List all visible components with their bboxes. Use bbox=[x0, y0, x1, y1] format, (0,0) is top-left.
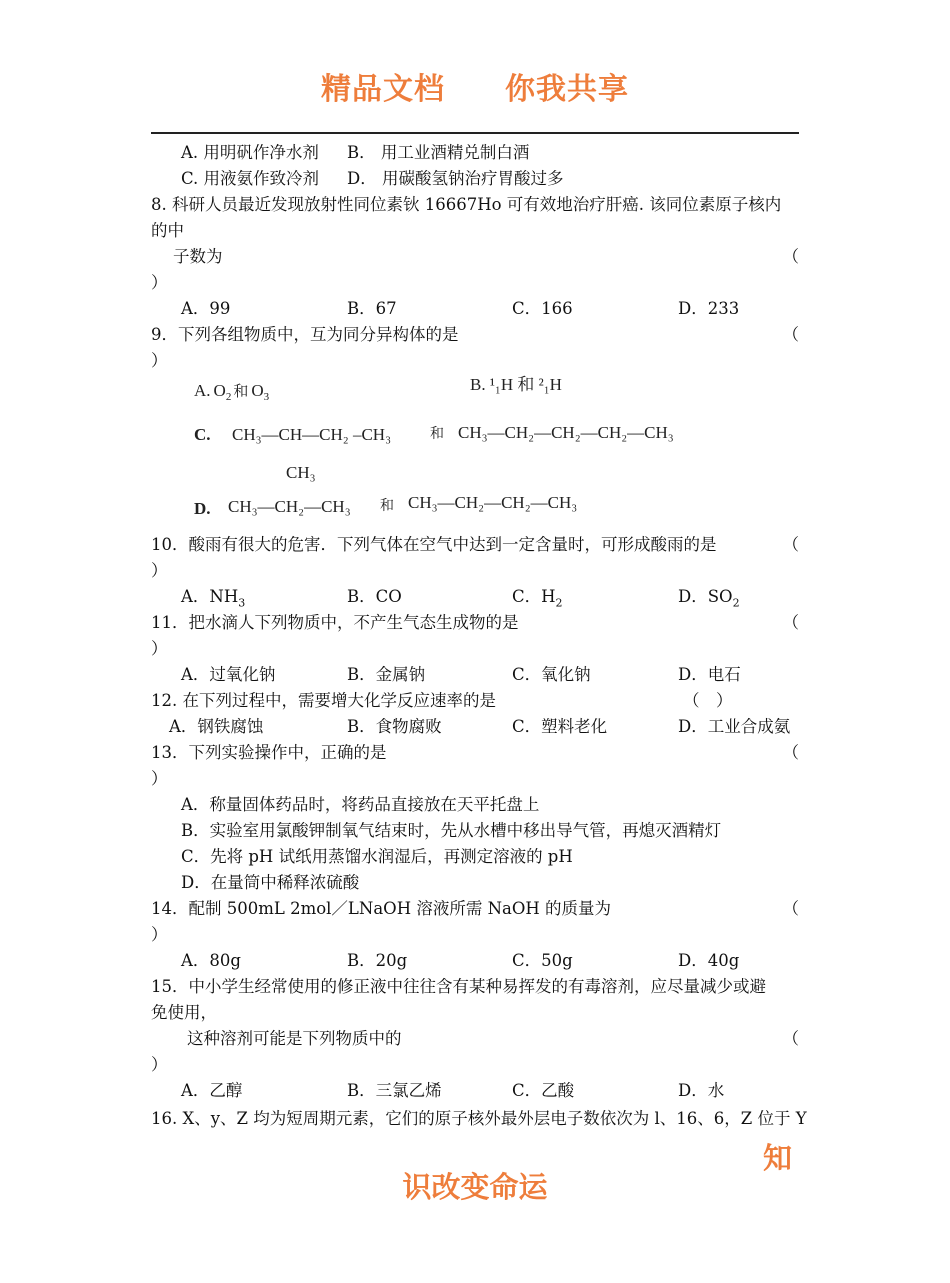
q10-options bbox=[151, 584, 799, 610]
q15-option-c: C．乙酸 bbox=[512, 1081, 575, 1100]
q8-option-a: A．99 bbox=[181, 299, 231, 318]
q9-a-label: A. $O_2$ 和 $O_3$ bbox=[194, 381, 270, 403]
q10-stem bbox=[151, 532, 799, 558]
q14-option-a: A．80g bbox=[181, 951, 241, 970]
q9-paren-close: ） bbox=[151, 351, 168, 370]
q9-stem-text: 9．下列各组物质中，互为同分异构体的是 bbox=[151, 325, 459, 344]
q8-options bbox=[151, 296, 799, 322]
q12-option-c: C．塑料老化 bbox=[512, 717, 608, 736]
q15-option-a: A．乙醇 bbox=[181, 1081, 243, 1100]
q11-stem bbox=[151, 610, 799, 636]
q7-option-b: B． 用工业酒精兑制白酒 bbox=[347, 143, 530, 162]
q13-option-d: D．在量筒中稀释浓硫酸 bbox=[181, 873, 360, 892]
q13-paren-close: ） bbox=[151, 769, 168, 788]
q14-stem bbox=[151, 896, 799, 922]
q12-options bbox=[151, 714, 799, 740]
q11-option-c: C．氧化钠 bbox=[512, 665, 591, 684]
q8-paren-close: ） bbox=[151, 273, 168, 292]
q14-option-d: D．40g bbox=[678, 951, 740, 970]
q15-options bbox=[151, 1078, 799, 1104]
q12-stem bbox=[151, 688, 799, 714]
q16-stem-line1: 16. X、y、Z 均为短周期元素，它们的原子核外最外层电子数依次为 l、16、6，Z 位于 Y bbox=[151, 1109, 807, 1128]
q8-stem-text: 子数为 bbox=[173, 247, 223, 266]
q9-c-branch: CH₃ bbox=[286, 463, 316, 482]
q13-option-c: C．先将 pH 试纸用蒸馏水润湿后，再测定溶液的 pH bbox=[181, 847, 573, 866]
q15-paren-open: （ bbox=[782, 1029, 799, 1048]
q10-option-d: D．$SO_2$ bbox=[678, 587, 740, 610]
q9-c-label: C. bbox=[194, 425, 211, 444]
q7-option-c: C. 用液氨作致冷剂 bbox=[181, 169, 320, 188]
q8-stem-line1: 8. 科研人员最近发现放射性同位素钬 16667Ho 可有效地治疗肝癌. 该同位素原子核内 bbox=[151, 195, 782, 214]
q13-paren-open: （ bbox=[782, 743, 799, 762]
header-left: 精品文档 bbox=[321, 72, 445, 107]
q7-option-a: A. 用明矾作净水剂 bbox=[181, 143, 319, 162]
q9-d-left: CH₃—CH₂—CH₃ bbox=[228, 497, 351, 516]
q9-paren-open: （ bbox=[782, 325, 799, 344]
q11-stem-text: 11．把水滴人下列物质中，不产生气态生成物的是 bbox=[151, 613, 519, 632]
q15-paren-close: ） bbox=[151, 1055, 168, 1074]
q15-stem-line1: 15．中小学生经常使用的修正液中往往含有某种易挥发的有毒溶剂，应尽量减少或避 bbox=[151, 977, 766, 996]
q8-option-c: C．166 bbox=[512, 299, 573, 318]
q14-options bbox=[151, 948, 799, 974]
q9-d-right: CH₃—CH₂—CH₂—CH₃ bbox=[408, 493, 578, 512]
q13-stem-text: 13．下列实验操作中，正确的是 bbox=[151, 743, 387, 762]
q15-option-d: D．水 bbox=[678, 1081, 725, 1100]
q15-stem-line2: 免使用， bbox=[151, 1003, 217, 1022]
q12-option-a: A．钢铁腐蚀 bbox=[169, 717, 264, 736]
q13-option-b: B．实验室用氯酸钾制氧气结束时，先从水槽中移出导气管，再熄灭酒精灯 bbox=[181, 821, 722, 840]
footer-know: 知 bbox=[762, 1141, 792, 1175]
q13-stem bbox=[151, 740, 799, 766]
q10-paren-close: ） bbox=[151, 561, 168, 580]
page-header bbox=[0, 64, 950, 108]
q7-option-d: D． 用碳酸氢钠治疗胃酸过多 bbox=[347, 169, 564, 188]
q9-c-and: 和 bbox=[430, 426, 444, 442]
q9-c-left: CH₃—CH—CH₂ –CH₃ bbox=[232, 425, 391, 444]
q15-option-b: B．三氯乙烯 bbox=[347, 1081, 442, 1100]
q8-paren-open: （ bbox=[782, 247, 799, 266]
q8-option-b: B．67 bbox=[347, 299, 397, 318]
q11-paren-open: （ bbox=[782, 613, 799, 632]
q9-d-and: 和 bbox=[380, 498, 394, 514]
q7-options-cd bbox=[151, 166, 799, 192]
q9-stem bbox=[151, 322, 799, 348]
q8-stem-line3 bbox=[151, 244, 799, 270]
q10-option-b: B．CO bbox=[347, 587, 402, 606]
q8-stem-line2: 的中 bbox=[151, 221, 184, 240]
q11-paren-close: ） bbox=[151, 639, 168, 658]
q9-d-label: D. bbox=[194, 499, 211, 518]
q14-option-c: C．50g bbox=[512, 951, 573, 970]
q8-option-d: D．233 bbox=[678, 299, 740, 318]
q12-stem-text: 12. 在下列过程中，需要增大化学反应速率的是 bbox=[151, 691, 496, 710]
q10-option-a: A．$NH_3$ bbox=[181, 587, 246, 610]
q10-option-c: C．$H_2$ bbox=[512, 587, 563, 610]
q11-options bbox=[151, 662, 799, 688]
q15-stem-text: 这种溶剂可能是下列物质中的 bbox=[187, 1029, 402, 1048]
q11-option-a: A．过氧化钠 bbox=[181, 665, 276, 684]
q9-b-text: B. ¹₁H 和 ²₁H bbox=[470, 375, 562, 394]
q14-paren-open: （ bbox=[782, 899, 799, 918]
q9-c-right: CH₃—CH₂—CH₂—CH₂—CH₃ bbox=[458, 423, 674, 442]
q11-option-b: B．金属钠 bbox=[347, 665, 426, 684]
q14-option-b: B．20g bbox=[347, 951, 408, 970]
q13-option-a: A．称量固体药品时，将药品直接放在天平托盘上 bbox=[181, 795, 540, 814]
q9-structure-image bbox=[190, 372, 750, 530]
header-right: 你我共享 bbox=[505, 72, 629, 107]
q12-option-b: B．食物腐败 bbox=[347, 717, 442, 736]
q10-paren-open: （ bbox=[782, 535, 799, 554]
header-rule bbox=[151, 132, 799, 134]
q12-paren: （ ） bbox=[683, 691, 733, 710]
q14-paren-close: ） bbox=[151, 925, 168, 944]
q12-option-d: D．工业合成氨 bbox=[678, 717, 791, 736]
footer-fate: 识改变命运 bbox=[402, 1170, 548, 1204]
q10-stem-text: 10．酸雨有很大的危害．下列气体在空气中达到一定含量时，可形成酸雨的是 bbox=[151, 535, 717, 554]
q11-option-d: D．电石 bbox=[678, 665, 741, 684]
q14-stem-text: 14．配制 500mL 2mol／LNaOH 溶液所需 NaOH 的质量为 bbox=[151, 899, 612, 918]
q7-options-ab bbox=[151, 140, 799, 166]
q15-stem-line3 bbox=[151, 1026, 799, 1052]
